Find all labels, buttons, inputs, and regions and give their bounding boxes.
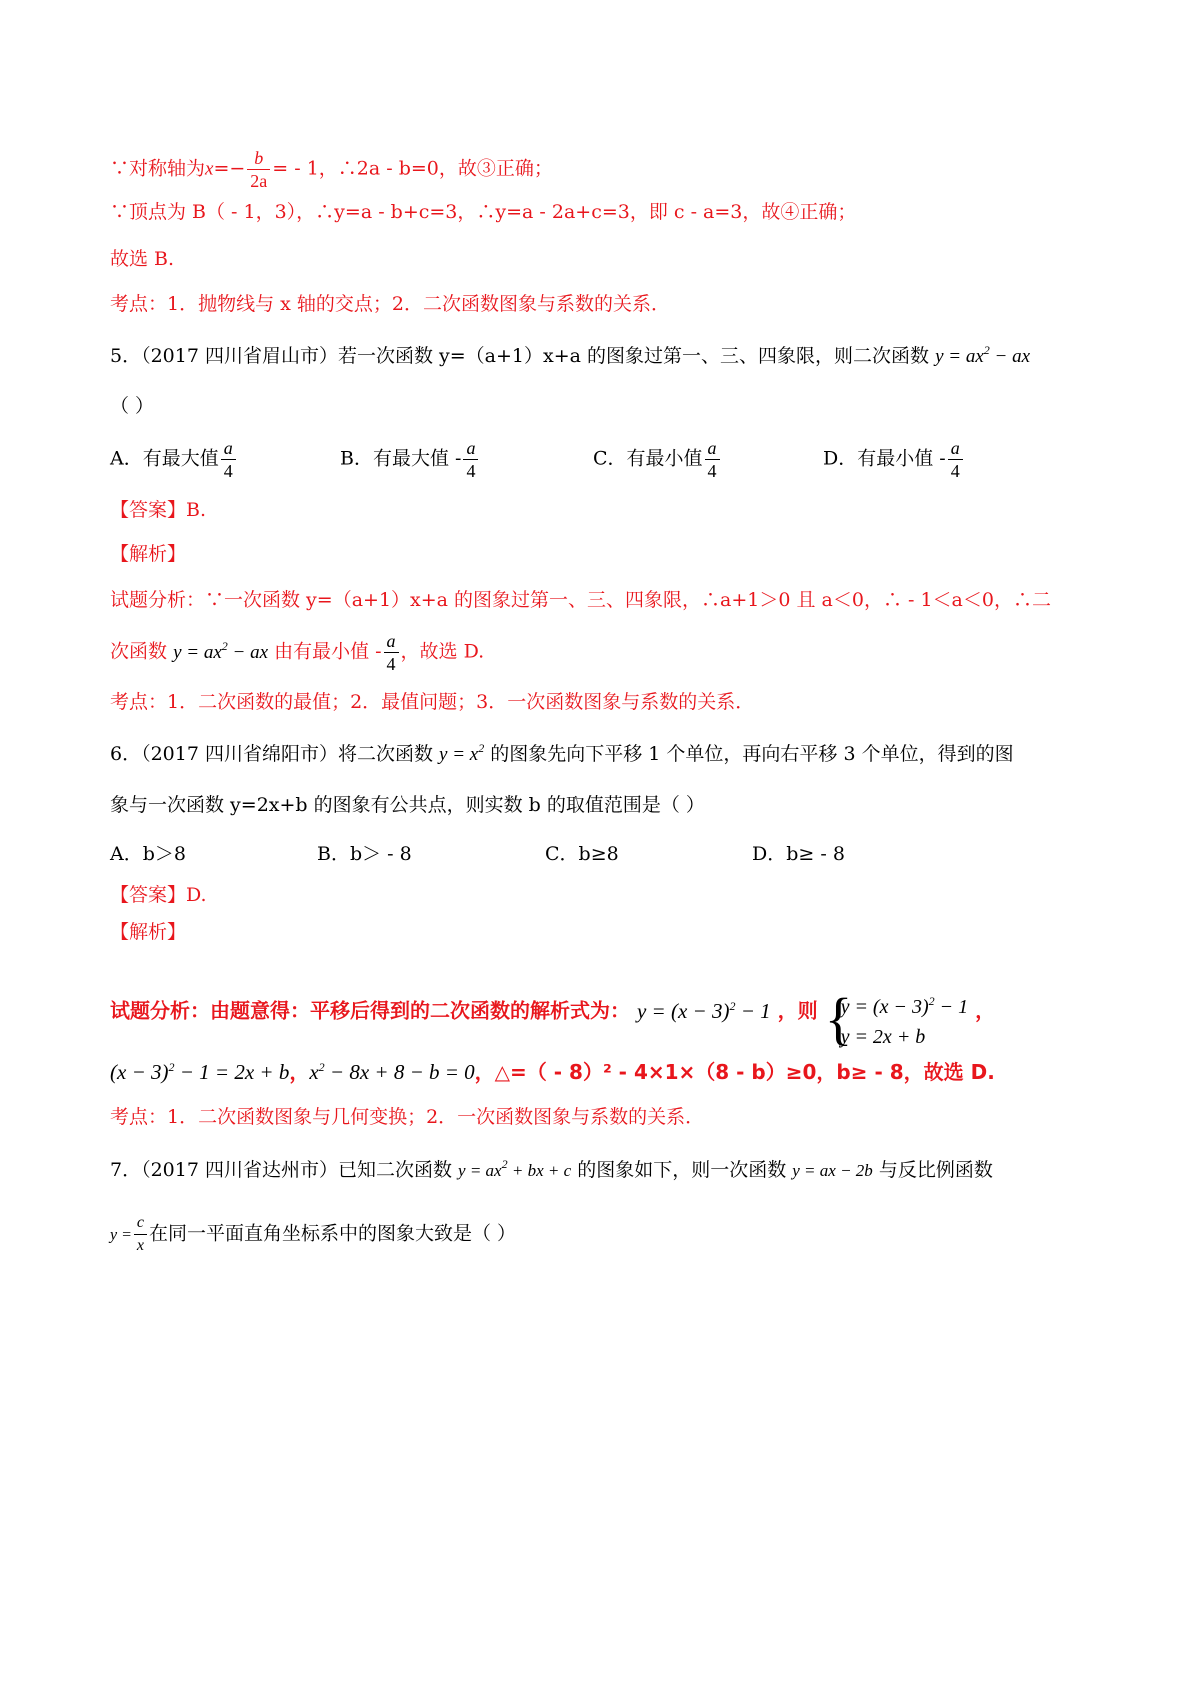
- text: =−: [213, 157, 246, 180]
- numerator: b: [254, 148, 264, 168]
- numerator: a: [950, 438, 960, 458]
- q5-option-d: [823, 437, 965, 482]
- text: ，: [289, 1060, 310, 1084]
- q5-option-b: [340, 437, 480, 482]
- q6-analysis-line-1: [110, 982, 996, 1051]
- formula: $(x - 3)^2 - 1 = 2x + b$: [110, 1060, 290, 1084]
- q5-answer: 【答案】B.: [110, 499, 207, 521]
- solution-line-choice: 故选 B.: [110, 248, 175, 270]
- option-label: D．有最小值 -: [823, 447, 946, 470]
- text: 在同一平面直角坐标系中的图象大致是（ ）: [149, 1222, 517, 1245]
- text: ∵对称轴为: [110, 157, 206, 180]
- text: 的图象如下，则一次函数: [577, 1159, 787, 1181]
- formula: y = ax − 2b: [792, 1161, 873, 1180]
- brace-icon: {: [824, 986, 853, 1051]
- fraction: [948, 437, 963, 482]
- q5-analysis-line-2: [110, 630, 484, 675]
- denominator: 4: [705, 459, 720, 482]
- q5-analysis-title: 【解析】: [110, 543, 187, 565]
- denominator: x: [134, 1234, 147, 1257]
- formula: $y = (x - 3)^2 - 1$: [636, 998, 771, 1023]
- text: ，△=（ - 8）² - 4×1×（8 - b）≥0，b≥ - 8，故选 D.: [474, 1060, 995, 1084]
- option-label: B．有最大值 -: [340, 447, 462, 470]
- denominator: 4: [384, 652, 399, 675]
- q5-option-c: [593, 437, 722, 482]
- text: = - 1，∴2a - b=0，故③正确；: [272, 157, 553, 180]
- fraction-b-over-2a: [247, 147, 270, 192]
- q5-knowledge-point: 考点：1．二次函数的最值；2．最值问题；3．一次函数图象与系数的关系．: [110, 691, 755, 713]
- text: 次函数: [110, 640, 168, 663]
- text: 7．（2017 四川省达州市）已知二次函数: [110, 1159, 452, 1181]
- option-label: C．有最小值: [593, 447, 703, 470]
- numerator: a: [386, 631, 396, 651]
- option-label: A．有最大值: [110, 447, 219, 470]
- formula: $y = ax^2$ − ax: [173, 638, 269, 663]
- text: ，则: [777, 998, 818, 1023]
- text: ，: [975, 998, 996, 1023]
- numerator: a: [223, 438, 233, 458]
- text: 6．（2017 四川省绵阳市）将二次函数: [110, 743, 433, 765]
- denominator: 4: [463, 459, 478, 482]
- numerator: a: [707, 438, 717, 458]
- fraction: [221, 437, 236, 482]
- denominator: 4: [221, 459, 236, 482]
- system-eq-1: $y = (x - 3)^2 - 1$: [840, 994, 969, 1018]
- q6-option-b: B．b＞ - 8: [317, 843, 412, 865]
- q5-analysis-line-1: 试题分析：∵一次函数 y=（a+1）x+a 的图象过第一、三、四象限，∴a+1＞0 且 a＜0，∴ - 1＜a＜0，∴二: [110, 589, 1051, 611]
- text: ，故选 D.: [400, 640, 485, 663]
- text: 5．（2017 四川省眉山市）若一次函数 y=（a+1）x+a 的图象过第一、三、四象限，则二次函数: [110, 345, 930, 367]
- var-x: x: [205, 158, 214, 180]
- fraction: [463, 437, 478, 482]
- text: 的图象先向下平移 1 个单位，再向右平移 3 个单位，得到的图: [490, 743, 1014, 765]
- question-7-text-1: [110, 1158, 993, 1183]
- numerator: a: [466, 438, 476, 458]
- question-6-text-1: [110, 742, 1014, 767]
- formula: y =: [110, 1226, 132, 1244]
- solution-line-vertex: ∵顶点为 B（ - 1，3），∴y=a - b+c=3，∴y=a - 2a+c=3，即 c - a=3，故④正确；: [110, 201, 857, 223]
- question-6-text-2: 象与一次函数 y=2x+b 的图象有公共点，则实数 b 的取值范围是（ ）: [110, 794, 705, 816]
- system-eq-2: y = 2x + b: [840, 1026, 926, 1048]
- question-5-text: [110, 344, 1030, 369]
- solution-line-axis: [110, 147, 553, 192]
- knowledge-point-line: 考点：1．抛物线与 x 轴的交点；2．二次函数图象与系数的关系．: [110, 293, 670, 315]
- fraction: [134, 1212, 147, 1257]
- denominator: 2a: [247, 169, 270, 192]
- question-5-paren: （ ）: [110, 395, 155, 417]
- fraction: [384, 630, 399, 675]
- q6-knowledge-point: 考点：1．二次函数图象与几何变换；2．一次函数图象与系数的关系．: [110, 1106, 705, 1128]
- q6-option-a: A．b＞8: [110, 843, 186, 865]
- text: 与反比例函数: [878, 1159, 993, 1181]
- question-7-text-2: [110, 1212, 516, 1257]
- numerator: c: [136, 1214, 145, 1231]
- q6-option-d: D．b≥ - 8: [752, 843, 845, 865]
- formula: $x^2 - 8x + 8 - b = 0$: [309, 1060, 475, 1084]
- fraction: [705, 437, 720, 482]
- text: 由有最小值 -: [274, 640, 382, 663]
- q6-analysis-title: 【解析】: [110, 921, 187, 943]
- denominator: 4: [948, 459, 963, 482]
- equation-system: [824, 986, 969, 1052]
- formula: $y = x^2$: [439, 741, 485, 765]
- text: 试题分析：由题意得：平移后得到的二次函数的解析式为：: [110, 998, 630, 1023]
- q6-answer: 【答案】D.: [110, 884, 207, 906]
- q6-analysis-line-2: [110, 1060, 995, 1084]
- q5-option-a: [110, 437, 238, 482]
- formula: $y = ax^2$ − ax: [935, 343, 1031, 367]
- q6-option-c: C．b≥8: [545, 843, 619, 865]
- formula: $y = ax^2$ + bx + c: [458, 1157, 572, 1180]
